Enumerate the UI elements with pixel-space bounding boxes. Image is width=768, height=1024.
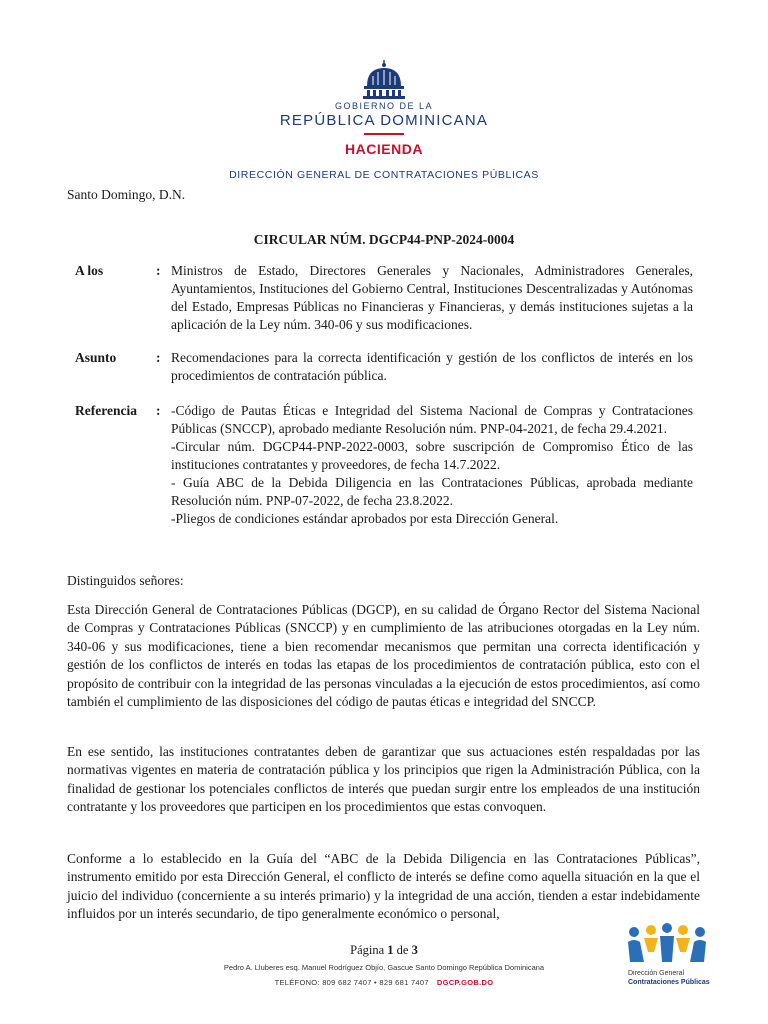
recipients-row xyxy=(67,262,693,334)
dgcp-logo-icon xyxy=(624,922,710,966)
circular-title: CIRCULAR NÚM. DGCP44-PNP-2024-0004 xyxy=(253,232,515,247)
recipients-text: Ministros de Estado, Directores Generales y Nacionales, Administradores Generales, Ayuntamientos, Instituciones del Gobierno Central, Instituciones Descentralizadas y Autónomas del Estado, Empresas Públicas no Financieras y Financieras, y demás instituciones sujetas a la aplicación de la Ley núm. 340-06 y sus modificaciones. xyxy=(171,263,693,332)
reference-item: -Circular núm. DGCP44-PNP-2022-0003, sobre suscripción de Compromiso Ético de las instituciones contratantes y proveedores, de fecha 14.7.2022. xyxy=(171,439,693,472)
header-divider xyxy=(364,133,404,135)
colon: : xyxy=(156,350,161,365)
directorate-name: DIRECCIÓN GENERAL DE CONTRATACIONES PÚBLICAS xyxy=(229,169,539,181)
reference-label: Referencia xyxy=(75,403,137,418)
greeting: Distinguidos señores: xyxy=(67,573,184,588)
reference-list xyxy=(171,402,693,528)
colon: : xyxy=(156,403,161,418)
body-paragraph: Esta Dirección General de Contrataciones Públicas (DGCP), en su calidad de Órgano Rector del Sistema Nacional de Compras y Contrataciones Públicas (SNCCP) y en cumplimiento de las atribuciones otorgadas en la Ley núm. 340-06 y sus modificaciones, tiene a bien recomendar mecanismos que permitan una correcta identificación y gestión de los conflictos de interés en todas las etapas de los procedimientos de contratación pública, esto con el propósito de contribuir con la integridad de las personas vinculadas a la ejecución de estos procedimientos, así como también el cumplimiento de las disposiciones del código de pautas éticas e integridad del SNCCP. xyxy=(67,602,700,710)
colon: : xyxy=(156,263,161,278)
body-paragraph: En ese sentido, las instituciones contratantes deben de garantizar que sus actuaciones estén respaldadas por las normativas vigentes en materia de contratación pública y los principios que rigen la Administración Pública, con la finalidad de gestionar los potenciales conflictos de interés que puedan surgir entre los empleados de una institución contratante y los proveedores que participen en los procedimientos que estas convoquen. xyxy=(67,744,700,815)
reference-item: -Pliegos de condiciones estándar aprobados por esta Dirección General. xyxy=(171,511,559,526)
current-page: 1 xyxy=(387,943,394,957)
body-paragraph: Conforme a lo establecido en la Guía del “ABC de la Debida Diligencia en las Contrataciones Públicas”, instrumento emitido por esta Dirección General, el conflicto de interés se define como aquella situación en la que el juicio del individuo (concerniente a su interés primario) y la integridad de una acción, tienden a estar indebidamente influidos por un interés secundario, de tipo generalmente económico o personal, xyxy=(67,851,700,922)
footer-address: Pedro A. Lluberes esq. Manuel Rodríguez Objío, Gascue Santo Domingo República Dominicana xyxy=(223,963,545,972)
government-line: GOBIERNO DE LA xyxy=(334,101,434,111)
page-prefix: Página xyxy=(350,943,388,957)
recipients-label: A los xyxy=(75,263,104,278)
footer-phone: TELÉFONO: 809 682 7407 • 829 681 7407 xyxy=(274,978,429,987)
subject-text: Recomendaciones para la correcta identificación y gestión de los conflictos de interés en los procedimientos de contratación pública. xyxy=(171,350,693,383)
government-dome-emblem-icon xyxy=(360,58,408,100)
ministry-name: HACIENDA xyxy=(345,141,423,157)
reference-row xyxy=(67,402,693,528)
page-mid: de xyxy=(393,943,412,957)
footer-website: DGCP.GOB.DO xyxy=(436,978,494,987)
republic-name: REPÚBLICA DOMINICANA xyxy=(279,112,489,129)
logo-line-2: Contrataciones Públicas xyxy=(628,979,710,986)
reference-item: - Guía ABC de la Debida Diligencia en las Contrataciones Públicas, aprobada mediante Resolución núm. PNP-07-2022, de fecha 23.8.2022. xyxy=(171,475,693,508)
subject-label: Asunto xyxy=(75,350,117,365)
total-pages: 3 xyxy=(411,943,418,957)
reference-item: -Código de Pautas Éticas e Integridad del Sistema Nacional de Compras y Contrataciones Públicas (SNCCP), aprobado mediante Resolución núm. PNP-04-2021, de fecha 29.4.2021. xyxy=(171,403,693,436)
location: Santo Domingo, D.N. xyxy=(67,187,186,202)
subject-row xyxy=(67,349,693,385)
logo-line-1: Dirección General xyxy=(628,970,685,977)
